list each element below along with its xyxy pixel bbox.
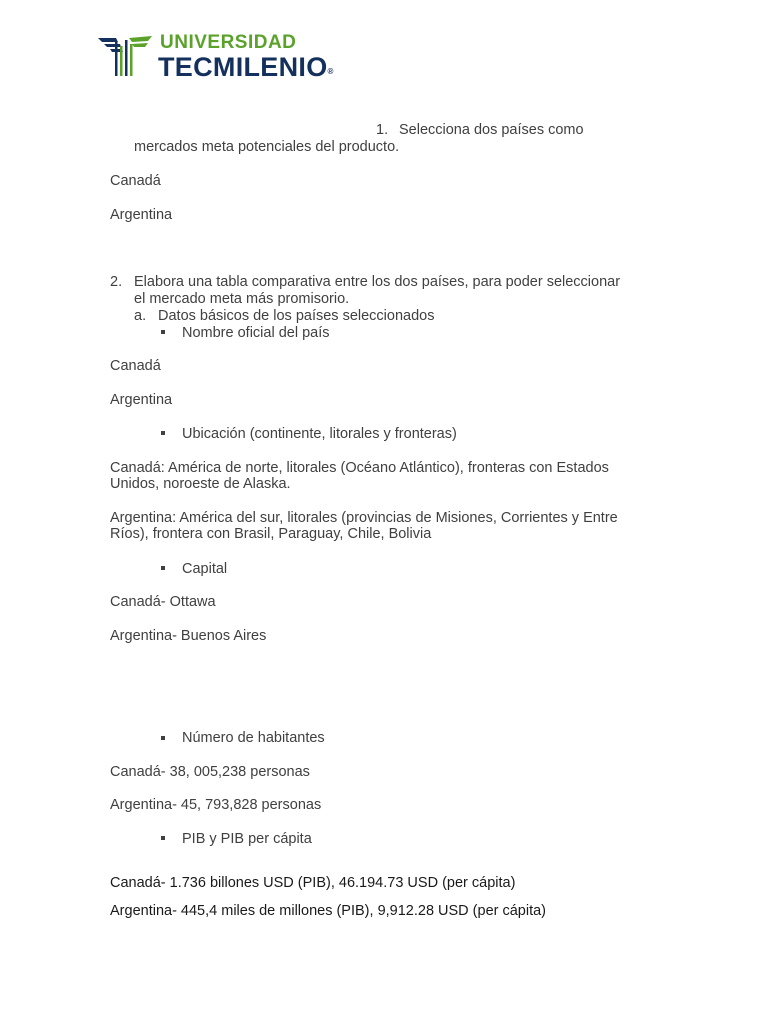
q2-text-line1: Elabora una tabla comparativa entre los dos países, para poder seleccionar (134, 274, 621, 290)
heading-pib: PIB y PIB per cápita (182, 831, 312, 847)
q1-number: 1. (376, 122, 389, 138)
registered-mark: ® (327, 67, 334, 76)
nombre-argentina: Argentina (110, 392, 173, 408)
q2-sub-text: Datos básicos de los países seleccionados (158, 308, 435, 324)
q1-answer-argentina: Argentina (110, 207, 173, 223)
heading-ubicacion: Ubicación (continente, litorales y fronteras) (182, 426, 457, 442)
tecmilenio-wing-icon (96, 32, 156, 80)
heading-nombre-oficial: Nombre oficial del país (182, 325, 330, 341)
ubicacion-canada-line1: Canadá: América de norte, litorales (Océano Atlántico), fronteras con Estados (110, 460, 609, 476)
nombre-canada: Canadá (110, 358, 161, 374)
ubicacion-canada-line2: Unidos, noroeste de Alaska. (110, 476, 291, 492)
heading-capital: Capital (182, 561, 228, 577)
capital-canada: Canadá- Ottawa (110, 594, 216, 610)
habitantes-canada: Canadá- 38, 005,238 personas (110, 764, 310, 780)
habitantes-argentina: Argentina- 45, 793,828 personas (110, 797, 322, 813)
capital-argentina: Argentina- Buenos Aires (110, 628, 267, 644)
q2-number: 2. (110, 274, 123, 290)
pib-canada: Canadá- 1.736 billones USD (PIB), 46.194.73 USD (per cápita) (110, 875, 516, 891)
q1-text-line2: mercados meta potenciales del producto. (134, 139, 400, 155)
q1-answer-canada: Canadá (110, 173, 161, 189)
bullet-icon (161, 431, 165, 435)
q2-text-line2: el mercado meta más promisorio. (134, 291, 350, 307)
ubicacion-argentina-line1: Argentina: América del sur, litorales (provincias de Misiones, Corrientes y Entre (110, 510, 618, 526)
logo-line-tecmilenio (158, 52, 334, 83)
pib-argentina: Argentina- 445,4 miles de millones (PIB), 9,912.28 USD (per cápita) (110, 903, 547, 919)
bullet-icon (161, 736, 165, 740)
ubicacion-argentina-line2: Ríos), frontera con Brasil, Paraguay, Chile, Bolivia (110, 526, 432, 542)
bullet-icon (161, 566, 165, 570)
q2-sub-letter: a. (134, 308, 147, 324)
bullet-icon (161, 330, 165, 334)
heading-habitantes: Número de habitantes (182, 730, 325, 746)
q1-text-line1: Selecciona dos países como (399, 122, 584, 138)
bullet-icon (161, 836, 165, 840)
logo-tecmilenio-text: TECMILENIO (158, 52, 328, 82)
logo-line-universidad: UNIVERSIDAD (160, 32, 297, 53)
